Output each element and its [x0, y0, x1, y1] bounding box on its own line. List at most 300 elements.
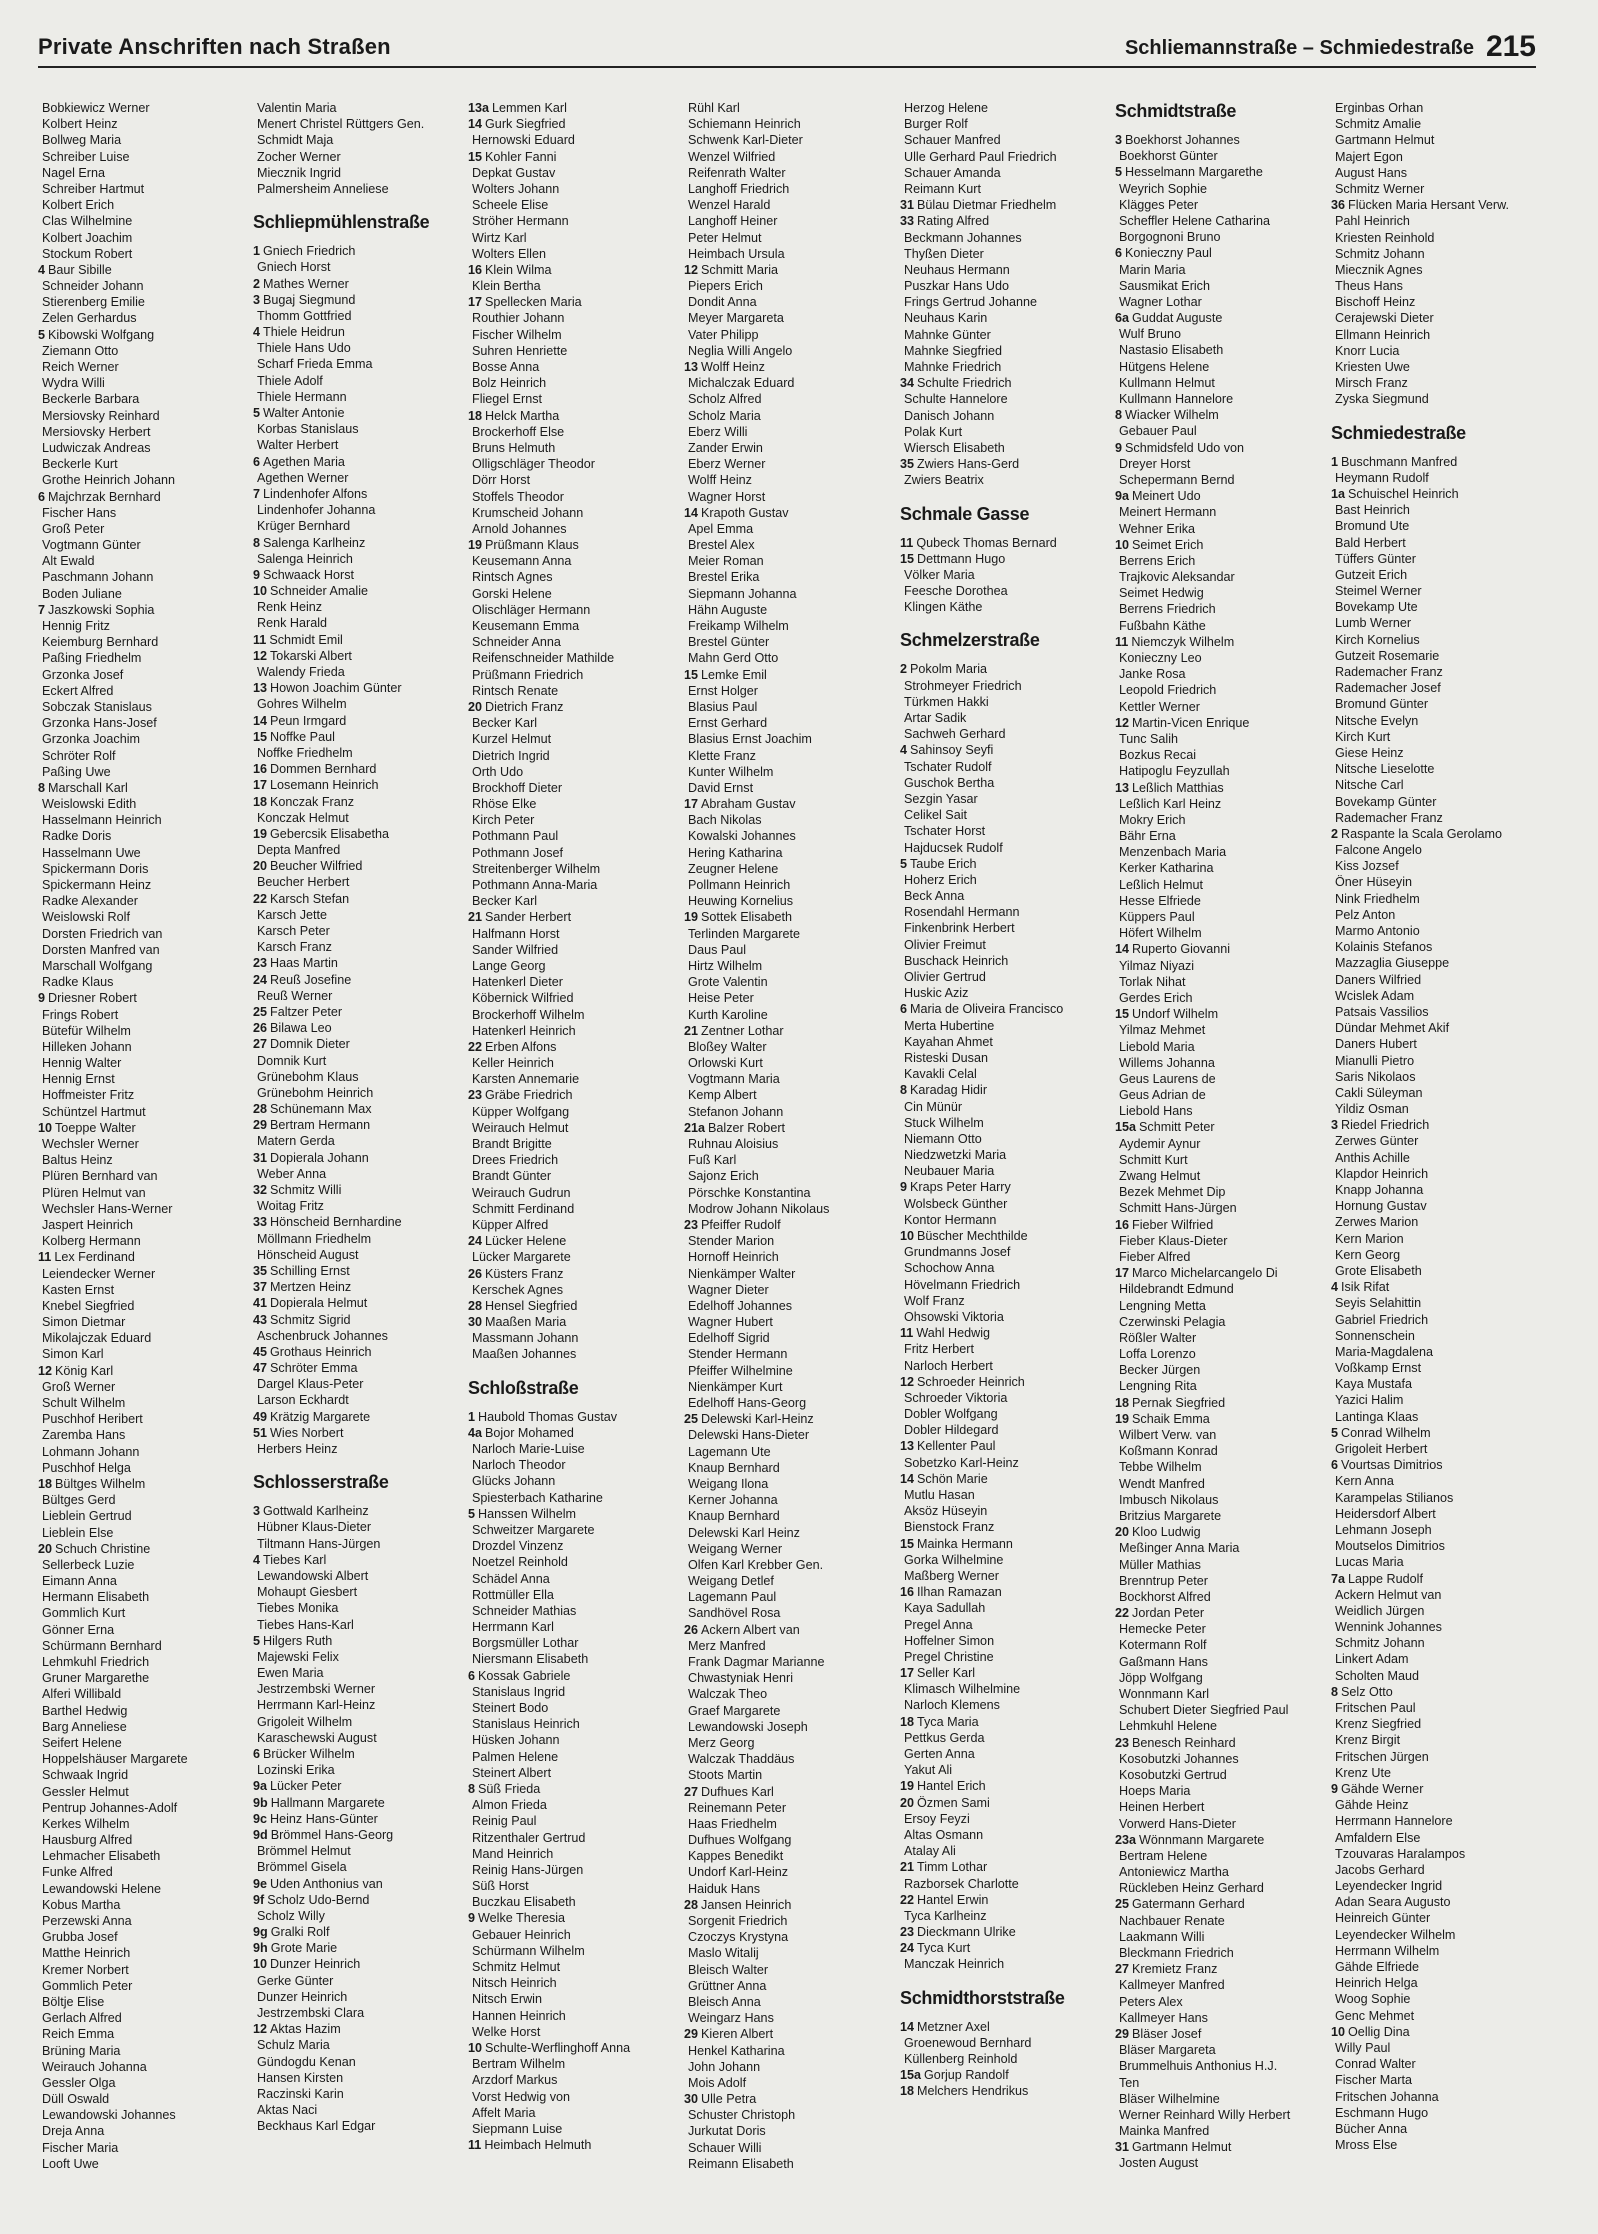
resident-name: Schreiber Luise	[42, 149, 130, 164]
resident-name: Baur Sibille	[48, 262, 112, 277]
resident-entry	[1115, 1767, 1327, 1783]
resident-name: Wahl Hedwig	[916, 1326, 991, 1341]
resident-entry	[900, 1131, 1112, 1147]
resident-name: Hannen Heinrich	[472, 2008, 566, 2023]
resident-name: Routhier Johann	[472, 311, 565, 326]
resident-name: Howon Joachim Günter	[270, 681, 402, 696]
house-number: 7	[253, 486, 261, 501]
resident-name: Schmidt Emil	[269, 632, 343, 647]
resident-entry	[684, 650, 896, 666]
resident-entry	[900, 920, 1112, 936]
resident-name: Groenewoud Bernhard	[904, 2035, 1032, 2050]
resident-name: Michalczak Eduard	[688, 376, 795, 391]
resident-name: Wenzel Wilfried	[688, 149, 776, 164]
resident-name: Schmitz Werner	[1335, 181, 1425, 196]
column-7	[1331, 100, 1543, 2153]
resident-name: Amfaldern Else	[1335, 1830, 1421, 1845]
house-number: 22	[253, 891, 268, 906]
resident-entry	[1115, 456, 1327, 472]
resident-entry	[684, 1557, 896, 1573]
resident-entry	[900, 100, 1112, 116]
resident-name: Kern Marion	[1335, 1231, 1404, 1246]
resident-entry	[1115, 1119, 1327, 1135]
resident-name: Kirch Kornelius	[1335, 632, 1420, 647]
resident-name: Barthel Hedwig	[42, 1703, 128, 1718]
resident-entry	[253, 1633, 465, 1649]
resident-name: Bojor Mohamed	[485, 1425, 574, 1440]
resident-name: Scholz Alfred	[688, 392, 762, 407]
resident-name: Narloch Klemens	[904, 1698, 1000, 1713]
resident-name: Jestrzembski Werner	[257, 1682, 376, 1697]
resident-name: Bollweg Maria	[42, 133, 122, 148]
resident-entry	[253, 1279, 465, 1295]
resident-entry	[38, 408, 250, 424]
resident-entry	[468, 1878, 680, 1894]
resident-entry	[253, 2054, 465, 2070]
resident-entry	[253, 1714, 465, 1730]
resident-name: Welke Theresia	[478, 1911, 566, 1926]
resident-entry	[900, 1001, 1112, 1017]
resident-name: Olivier Gertrud	[904, 970, 986, 984]
resident-entry	[38, 1945, 250, 1961]
house-number: 23	[684, 1217, 699, 1232]
resident-entry	[684, 343, 896, 359]
resident-name: Schmitt Maria	[701, 262, 778, 277]
resident-name: Schauer Amanda	[904, 165, 1001, 180]
street-heading: Schmidthorststraße	[900, 1987, 1065, 2008]
column-6	[1115, 100, 1327, 2172]
resident-entry	[468, 2121, 680, 2137]
resident-name: Wagner Horst	[688, 489, 766, 504]
resident-entry	[468, 1330, 680, 1346]
house-number: 25	[684, 1412, 699, 1427]
resident-entry	[1115, 213, 1327, 229]
resident-entry	[900, 359, 1112, 375]
resident-entry	[684, 796, 896, 812]
resident-name: Mahnke Siegfried	[904, 343, 1003, 358]
resident-name: Beucher Herbert	[257, 875, 350, 890]
resident-name: Küsters Franz	[485, 1266, 564, 1281]
resident-name: Fischer Wilhelm	[472, 327, 562, 342]
resident-entry	[684, 359, 896, 375]
resident-name: Polak Kurt	[904, 424, 963, 439]
resident-entry	[900, 1600, 1112, 1616]
resident-entry	[1115, 812, 1327, 828]
resident-name: Eberz Werner	[688, 457, 766, 472]
resident-name: Beckmann Johannes	[904, 230, 1022, 245]
resident-name: Depkat Gustav	[472, 165, 556, 180]
resident-entry	[900, 2051, 1112, 2067]
resident-name: Herrmann Hannelore	[1335, 1814, 1453, 1829]
resident-entry	[468, 893, 680, 909]
resident-entry	[38, 1055, 250, 1071]
house-number: 29	[253, 1118, 268, 1133]
resident-entry	[684, 1087, 896, 1103]
resident-name: Bozkus Recai	[1119, 748, 1196, 763]
house-number: 34	[900, 376, 915, 391]
resident-name: Zentner Lothar	[701, 1023, 784, 1038]
resident-entry	[1331, 1554, 1543, 1570]
resident-name: Konieczny Leo	[1119, 651, 1202, 665]
resident-entry	[253, 1519, 465, 1535]
house-number: 14	[468, 117, 483, 132]
resident-name: Heuwing Kornelius	[688, 894, 794, 909]
resident-name: Geus Laurens de	[1119, 1071, 1216, 1086]
house-number: 10	[468, 2040, 483, 2055]
resident-entry	[468, 731, 680, 747]
resident-name: Schauer Willi	[688, 2140, 762, 2155]
resident-entry	[684, 375, 896, 391]
resident-name: Moutselos Dimitrios	[1335, 1539, 1445, 1554]
resident-entry	[684, 1444, 896, 1460]
resident-name: Dettmann Hugo	[917, 551, 1006, 566]
resident-name: Fischer Maria	[42, 2140, 119, 2155]
resident-entry	[38, 1266, 250, 1282]
resident-name: Bertram Wilhelm	[472, 2057, 566, 2072]
resident-name: Zerwes Günter	[1335, 1134, 1419, 1149]
resident-name: Hesselmann Margarethe	[1125, 165, 1263, 180]
house-number: 13	[684, 360, 699, 374]
resident-name: Korbas Stanislaus	[257, 422, 359, 437]
resident-entry	[1115, 1265, 1327, 1281]
resident-name: Küpper Wolfgang	[472, 1104, 570, 1119]
resident-name: Schroeder Heinrich	[917, 1374, 1025, 1389]
resident-entry	[38, 521, 250, 537]
resident-entry	[1115, 2155, 1327, 2171]
resident-name: Schulte Hannelore	[904, 392, 1008, 407]
resident-name: Sander Wilfried	[472, 942, 559, 957]
resident-entry	[468, 942, 680, 958]
resident-entry	[253, 1344, 465, 1360]
resident-name: Hensel Siegfried	[485, 1298, 578, 1313]
resident-entry	[468, 1635, 680, 1651]
resident-name: Rademacher Franz	[1335, 665, 1443, 679]
resident-entry	[38, 1800, 250, 1816]
resident-name: Walter Antonie	[263, 406, 345, 420]
resident-name: Ulle Petra	[701, 2092, 757, 2107]
resident-entry	[900, 375, 1112, 391]
house-number: 7a	[1331, 1571, 1346, 1586]
resident-name: Brockerhoff Wilhelm	[472, 1007, 585, 1022]
resident-entry	[1331, 1344, 1543, 1360]
resident-entry	[1331, 2072, 1543, 2088]
resident-name: Kloo Ludwig	[1132, 1525, 1201, 1540]
resident-name: Neuhaus Hermann	[904, 262, 1010, 277]
resident-entry	[1331, 1409, 1543, 1425]
resident-entry	[468, 472, 680, 488]
resident-entry	[900, 1358, 1112, 1374]
resident-name: Simon Karl	[42, 1347, 104, 1362]
resident-entry	[1331, 1360, 1543, 1376]
resident-entry	[1115, 618, 1327, 634]
house-number: 13	[1115, 780, 1130, 795]
resident-name: Olivier Freimut	[904, 937, 986, 952]
resident-name: Peun Irmgard	[270, 713, 347, 728]
resident-entry	[253, 1053, 465, 1069]
resident-name: Hennig Fritz	[42, 619, 110, 633]
resident-name: Stender Hermann	[688, 1347, 788, 1362]
resident-entry	[253, 1746, 465, 1762]
resident-name: Undorf Karl-Heinz	[688, 1865, 789, 1880]
house-number: 23a	[1115, 1832, 1137, 1847]
resident-name: Schünemann Max	[270, 1102, 372, 1117]
resident-name: Glücks Johann	[472, 1474, 556, 1489]
house-number: 22	[1115, 1606, 1130, 1621]
resident-name: Krumscheid Johann	[472, 505, 584, 520]
resident-entry	[1331, 327, 1543, 343]
house-number: 6	[1331, 1458, 1339, 1473]
resident-name: Bromund Günter	[1335, 697, 1429, 712]
resident-name: Ackern Helmut van	[1335, 1587, 1442, 1602]
house-number: 24	[900, 1941, 915, 1956]
resident-name: Raspante la Scala Gerolamo	[1341, 826, 1503, 841]
resident-entry	[900, 1519, 1112, 1535]
resident-entry	[684, 602, 896, 618]
resident-name: Lehmkuhl Helene	[1119, 1719, 1218, 1734]
resident-name: Schmitz Johann	[1335, 246, 1425, 261]
resident-entry	[1331, 262, 1543, 278]
resident-entry	[468, 456, 680, 472]
resident-entry	[38, 731, 250, 747]
house-number: 3	[1331, 1118, 1339, 1133]
resident-name: Tunc Salih	[1119, 731, 1179, 746]
resident-name: Gohres Wilhelm	[257, 697, 347, 712]
resident-entry	[38, 1816, 250, 1832]
resident-name: Pollmann Heinrich	[688, 878, 791, 892]
resident-name: Schwaak Ingrid	[42, 1768, 129, 1783]
resident-entry	[1331, 551, 1543, 567]
house-number: 6	[900, 1002, 908, 1017]
resident-entry	[1331, 1069, 1543, 1085]
resident-entry	[1331, 1862, 1543, 1878]
resident-name: Pregel Christine	[904, 1649, 994, 1664]
resident-entry	[1115, 229, 1327, 245]
resident-name: Hatenkerl Dieter	[472, 975, 563, 990]
resident-entry	[1115, 1994, 1327, 2010]
resident-entry	[468, 1233, 680, 1249]
street-heading: Schmale Gasse	[900, 503, 1030, 524]
resident-entry	[684, 1071, 896, 1087]
resident-entry	[253, 100, 465, 116]
resident-name: Reinig Paul	[472, 1814, 537, 1829]
resident-name: Lehmann Joseph	[1335, 1522, 1432, 1537]
resident-entry	[38, 116, 250, 132]
resident-entry	[38, 1087, 250, 1103]
resident-name: Hesse Elfriede	[1119, 893, 1201, 908]
resident-name: Mahnke Günter	[904, 327, 991, 342]
resident-name: Klette Franz	[688, 748, 756, 763]
resident-name: Hütgens Helene	[1119, 359, 1210, 374]
resident-name: Weirauch Johanna	[42, 2059, 147, 2074]
resident-name: Gerlach Alfred	[42, 2011, 122, 2026]
resident-name: Schiemann Heinrich	[688, 117, 801, 132]
resident-entry	[468, 845, 680, 861]
resident-name: Kayahan Ahmet	[904, 1034, 993, 1049]
resident-name: Büscher Mechthilde	[917, 1229, 1028, 1243]
resident-entry	[684, 310, 896, 326]
resident-name: Schilling Ernst	[270, 1263, 350, 1278]
resident-name: Schreiber Hartmut	[42, 181, 145, 196]
resident-name: Spiesterbach Katharine	[472, 1490, 603, 1505]
resident-entry	[1115, 1330, 1327, 1346]
resident-entry	[684, 909, 896, 925]
resident-name: Barg Anneliese	[42, 1719, 127, 1734]
resident-name: Noetzel Reinhold	[472, 1555, 568, 1570]
resident-name: Neubauer Maria	[904, 1164, 995, 1179]
resident-entry	[900, 456, 1112, 472]
resident-name: Pothmann Anna-Maria	[472, 878, 598, 892]
resident-entry	[468, 1846, 680, 1862]
resident-name: Hering Katharina	[688, 845, 783, 860]
resident-name: Mianulli Pietro	[1335, 1053, 1415, 1068]
resident-entry	[38, 990, 250, 1006]
resident-entry	[1331, 116, 1543, 132]
resident-entry	[253, 1376, 465, 1392]
resident-name: Woog Sophie	[1335, 1992, 1411, 2007]
street-heading: Schloßstraße	[468, 1377, 579, 1398]
resident-name: Kappes Benedikt	[688, 1849, 784, 1864]
resident-name: Kerkes Wilhelm	[42, 1816, 130, 1831]
resident-entry	[253, 648, 465, 664]
resident-entry	[38, 2075, 250, 2091]
resident-name: Frings Robert	[42, 1007, 119, 1022]
resident-entry	[900, 551, 1112, 567]
resident-entry	[1331, 2121, 1543, 2137]
house-number: 21	[684, 1023, 699, 1038]
resident-entry	[900, 694, 1112, 710]
resident-entry	[38, 974, 250, 990]
resident-name: Jaszkowski Sophia	[48, 602, 155, 617]
resident-name: Schroeder Viktoria	[904, 1390, 1008, 1405]
resident-name: Tüffers Günter	[1335, 551, 1416, 566]
resident-entry	[1331, 615, 1543, 631]
resident-entry	[253, 2102, 465, 2118]
house-number: 19	[900, 1779, 915, 1794]
resident-name: Nitsche Lieselotte	[1335, 762, 1435, 777]
resident-name: Schröter Emma	[270, 1361, 358, 1376]
resident-name: Gurk Siegfried	[485, 117, 566, 132]
resident-entry	[1331, 1295, 1543, 1311]
house-number: 8	[900, 1083, 908, 1098]
resident-name: Hemecke Peter	[1119, 1622, 1206, 1637]
column-2	[253, 100, 465, 2135]
resident-name: Wolsbeck Günther	[904, 1196, 1008, 1211]
resident-entry	[900, 1649, 1112, 1665]
resident-entry	[468, 553, 680, 569]
resident-entry	[1331, 583, 1543, 599]
resident-name: Karaschewski August	[257, 1730, 377, 1745]
resident-name: Mazzaglia Giuseppe	[1335, 956, 1450, 971]
resident-entry	[1115, 1411, 1327, 1427]
resident-entry	[900, 759, 1112, 775]
resident-name: Weingarz Hans	[688, 2011, 774, 2026]
resident-name: Streitenberger Wilhelm	[472, 861, 601, 876]
house-number: 9f	[253, 1892, 265, 1907]
resident-entry	[253, 1649, 465, 1665]
resident-name: Marschall Karl	[48, 780, 128, 795]
house-number: 4	[253, 1552, 261, 1567]
house-number: 15	[900, 551, 915, 566]
column-3	[468, 100, 680, 2153]
resident-entry	[684, 1848, 896, 1864]
house-number: 9	[253, 567, 261, 582]
resident-entry	[253, 1778, 465, 1794]
resident-name: Agethen Werner	[257, 470, 349, 485]
resident-entry	[38, 2091, 250, 2107]
resident-name: Dunzer Heinrich	[257, 1989, 348, 2004]
resident-entry	[1115, 342, 1327, 358]
resident-entry	[38, 327, 250, 343]
resident-name: Grüttner Anna	[688, 1978, 767, 1993]
resident-name: Lieblein Else	[42, 1525, 114, 1540]
resident-name: Thyßen Dieter	[904, 246, 984, 261]
resident-entry	[900, 1940, 1112, 1956]
resident-entry	[1331, 761, 1543, 777]
resident-entry	[900, 775, 1112, 791]
resident-entry	[1115, 2026, 1327, 2042]
resident-entry	[1115, 1524, 1327, 1540]
resident-name: Nagel Erna	[42, 165, 106, 180]
resident-name: Klapdor Heinrich	[1335, 1166, 1429, 1181]
resident-name: Melchers Hendrikus	[917, 2084, 1029, 2099]
resident-entry	[38, 1832, 250, 1848]
resident-name: Reinig Hans-Jürgen	[472, 1862, 584, 1877]
resident-name: Mainka Hermann	[917, 1536, 1013, 1551]
resident-name: Thomm Gottfried	[257, 308, 352, 323]
resident-entry	[900, 1584, 1112, 1600]
house-number: 13	[900, 1439, 915, 1454]
resident-entry	[1115, 440, 1327, 456]
resident-name: Weirauch Gudrun	[472, 1185, 571, 1200]
resident-name: Brestel Erika	[688, 570, 760, 585]
house-number: 35	[253, 1263, 268, 1278]
resident-name: Völker Maria	[904, 567, 975, 582]
resident-entry	[684, 1379, 896, 1395]
resident-name: Ellmann Heinrich	[1335, 327, 1431, 342]
resident-entry	[900, 726, 1112, 742]
resident-name: Hoeps Maria	[1119, 1784, 1191, 1799]
resident-name: Krenz Siegfried	[1335, 1717, 1422, 1732]
resident-name: Nitsch Heinrich	[472, 1976, 557, 1991]
resident-name: Sottek Elisabeth	[701, 910, 793, 925]
resident-entry	[1331, 599, 1543, 615]
resident-name: Walter Herbert	[257, 438, 339, 453]
resident-name: Dondit Anna	[688, 295, 757, 310]
resident-name: Werner Reinhard Willy Herbert	[1119, 2107, 1291, 2122]
resident-entry	[684, 780, 896, 796]
resident-entry	[1115, 164, 1327, 180]
resident-entry	[900, 1697, 1112, 1713]
resident-name: Heinrich Helga	[1335, 1976, 1418, 1991]
resident-name: Meinert Udo	[1132, 489, 1201, 504]
resident-entry	[900, 904, 1112, 920]
resident-name: Rhöse Elke	[472, 797, 537, 812]
resident-name: Fußbahn Käthe	[1119, 618, 1206, 633]
resident-entry	[684, 424, 896, 440]
resident-name: Hennig Ernst	[42, 1072, 115, 1087]
resident-entry	[253, 470, 465, 486]
resident-name: Danisch Johann	[904, 408, 995, 423]
resident-entry	[1331, 1651, 1543, 1667]
resident-entry	[900, 424, 1112, 440]
resident-entry	[1331, 1133, 1543, 1149]
resident-name: Agethen Maria	[263, 454, 345, 469]
resident-entry	[253, 486, 465, 502]
resident-name: Wennink Johannes	[1335, 1620, 1442, 1635]
resident-name: Koßmann Konrad	[1119, 1444, 1218, 1459]
resident-name: Miecznik Ingrid	[257, 165, 341, 180]
resident-name: Manczak Heinrich	[904, 1957, 1005, 1972]
